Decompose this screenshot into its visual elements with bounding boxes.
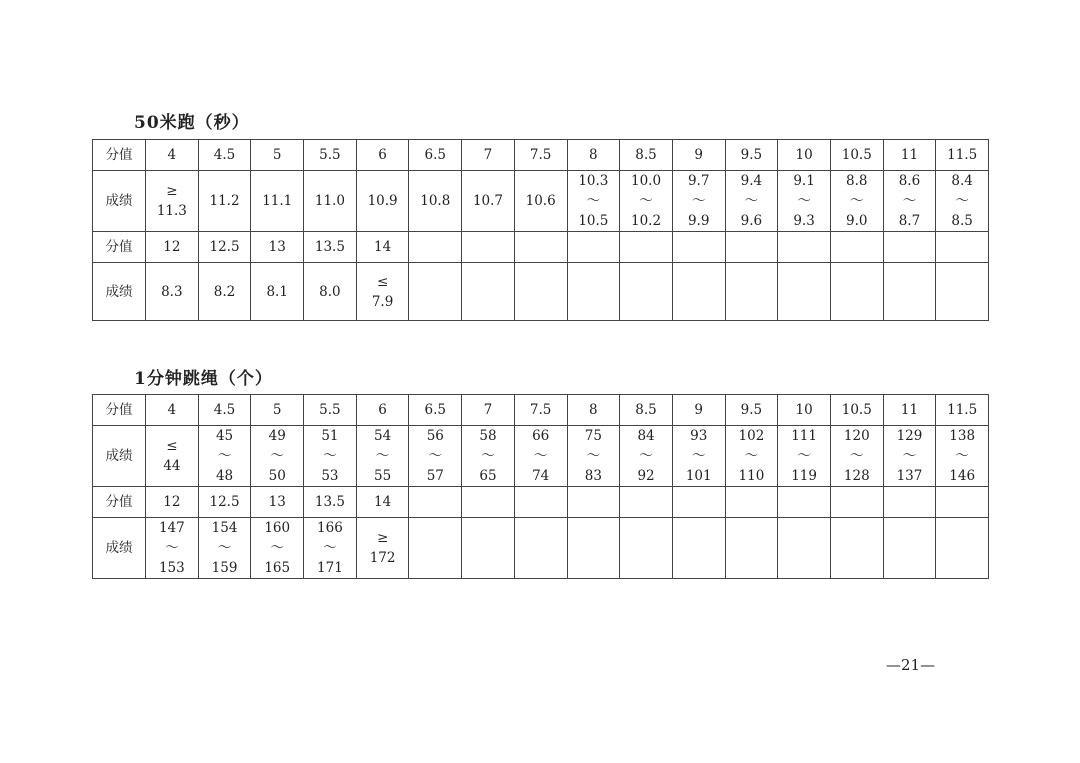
- table-cell: [356, 232, 409, 263]
- cell-line: ～: [586, 448, 601, 464]
- table-cell: [462, 263, 515, 321]
- table-cell: [672, 487, 725, 518]
- cell-line: 119: [791, 468, 817, 484]
- table-cell: [725, 263, 778, 321]
- cell-line: 74: [532, 468, 550, 484]
- cell-line: 13: [268, 239, 286, 255]
- score-table-jump-rope: [92, 394, 989, 579]
- cell-line: 44: [163, 458, 181, 474]
- cell-line: 11: [900, 147, 919, 163]
- cell-line: 9.4: [740, 173, 763, 189]
- table-cell: [620, 395, 673, 426]
- table-cell: [936, 263, 989, 321]
- row-label: 成绩: [93, 426, 146, 487]
- table-cell: [567, 395, 620, 426]
- table-cell: [146, 426, 199, 487]
- cell-line: 8.5: [951, 213, 973, 229]
- cell-line: 101: [685, 468, 712, 484]
- cell-line: 57: [426, 468, 444, 484]
- table-row: [93, 426, 989, 487]
- cell-line: 11.5: [947, 402, 978, 418]
- row-label: 成绩: [93, 263, 146, 321]
- table-cell: [251, 232, 304, 263]
- table-cell: [198, 487, 251, 518]
- table-cell: [251, 518, 304, 579]
- table-row: [93, 518, 989, 579]
- cell-line: 8.4: [951, 173, 973, 189]
- table-cell: [409, 232, 462, 263]
- table-cell: [672, 518, 725, 579]
- table-cell: [725, 171, 778, 232]
- cell-line: 10: [795, 147, 813, 163]
- cell-line: 48: [215, 468, 234, 484]
- cell-line: ≥: [166, 183, 178, 199]
- cell-line: 9: [694, 147, 704, 163]
- table-cell: [567, 232, 620, 263]
- cell-line: 9.5: [740, 402, 763, 418]
- table-cell: [567, 171, 620, 232]
- cell-line: 10.0: [631, 173, 662, 189]
- cell-line: 5: [272, 402, 282, 418]
- cell-line: 8.0: [319, 283, 341, 300]
- cell-line: 6.5: [424, 147, 447, 163]
- table-cell: [198, 426, 251, 487]
- table-cell: [725, 232, 778, 263]
- table-cell: [883, 171, 936, 232]
- table-cell: [356, 171, 409, 232]
- table-cell: [146, 171, 199, 232]
- cell-line: 10.5: [578, 213, 609, 229]
- cell-line: 6: [378, 402, 387, 418]
- table-cell: [462, 426, 515, 487]
- table-cell: [830, 171, 883, 232]
- cell-line: 6.5: [424, 402, 447, 418]
- table-cell: [883, 426, 936, 487]
- cell-line: 9.5: [740, 147, 763, 163]
- cell-line: ～: [850, 448, 864, 464]
- table-cell: [778, 426, 831, 487]
- row-label: 成绩: [93, 171, 146, 232]
- cell-line: 128: [843, 468, 870, 484]
- table-cell: [936, 171, 989, 232]
- table-cell: [304, 263, 357, 321]
- cell-line: ～: [955, 448, 969, 464]
- table-cell: [620, 263, 673, 321]
- cell-line: ～: [323, 448, 337, 464]
- cell-line: 9: [694, 402, 704, 418]
- table-cell: [251, 395, 304, 426]
- table-cell: [725, 426, 778, 487]
- row-label: 成绩: [93, 518, 146, 579]
- cell-line: ～: [481, 448, 495, 464]
- cell-line: 146: [949, 468, 976, 484]
- cell-line: ～: [270, 448, 284, 464]
- table-cell: [251, 426, 304, 487]
- table-cell: [146, 395, 199, 426]
- cell-line: 93: [690, 428, 708, 444]
- cell-line: 10.9: [367, 193, 398, 209]
- table-cell: [567, 487, 620, 518]
- cell-line: 166: [317, 520, 343, 536]
- cell-line: 8: [589, 402, 598, 418]
- cell-line: 172: [369, 550, 396, 566]
- table-cell: [304, 518, 357, 579]
- cell-line: ≥: [376, 530, 389, 546]
- table-cell: [830, 232, 883, 263]
- cell-line: 8.6: [898, 173, 921, 189]
- table-cell: [514, 232, 567, 263]
- table-cell: [251, 487, 304, 518]
- cell-line: 171: [317, 560, 343, 576]
- cell-line: 7.9: [371, 293, 394, 310]
- cell-line: 49: [268, 428, 286, 444]
- table-cell: [304, 426, 357, 487]
- cell-line: ～: [270, 540, 284, 556]
- cell-line: 8.7: [898, 213, 921, 229]
- cell-line: ≤: [376, 273, 389, 290]
- cell-line: 10.3: [578, 173, 609, 189]
- cell-line: ～: [639, 448, 653, 464]
- table-cell: [936, 518, 989, 579]
- cell-line: ～: [797, 193, 811, 209]
- row-label: 分值: [93, 487, 146, 518]
- cell-line: 12: [163, 494, 181, 510]
- cell-line: 10.7: [472, 193, 503, 209]
- cell-line: 7.5: [529, 147, 552, 163]
- table-row: [93, 263, 989, 321]
- table-cell: [830, 140, 883, 171]
- table-cell: [198, 263, 251, 321]
- table-row: [93, 395, 989, 426]
- table-cell: [567, 263, 620, 321]
- page-number: —21—: [886, 656, 936, 674]
- cell-line: 10.5: [841, 402, 872, 418]
- table-cell: [146, 263, 199, 321]
- table-cell: [409, 171, 462, 232]
- cell-line: 13.5: [314, 239, 345, 255]
- cell-line: 160: [264, 520, 291, 536]
- cell-line: 120: [843, 428, 870, 444]
- cell-line: 10: [795, 402, 813, 418]
- cell-line: 5.5: [319, 402, 341, 418]
- table-cell: [936, 426, 989, 487]
- table-cell: [409, 140, 462, 171]
- cell-line: 4: [167, 402, 177, 418]
- table-cell: [409, 487, 462, 518]
- cell-line: ～: [323, 540, 337, 556]
- cell-line: 8.1: [266, 283, 288, 300]
- table-cell: [725, 395, 778, 426]
- table-cell: [304, 487, 357, 518]
- table-row: [93, 140, 989, 171]
- table-cell: [620, 140, 673, 171]
- section-title-50m-run: 50米跑（秒）: [134, 113, 250, 133]
- cell-line: 54: [374, 428, 392, 444]
- table-cell: [830, 518, 883, 579]
- cell-line: 56: [426, 428, 444, 444]
- cell-line: 9.3: [793, 213, 815, 229]
- cell-line: 5: [272, 147, 282, 163]
- cell-line: 8.3: [161, 283, 183, 300]
- table-cell: [409, 395, 462, 426]
- table-cell: [778, 232, 831, 263]
- cell-line: 58: [479, 428, 497, 444]
- cell-line: 8.2: [213, 283, 236, 300]
- table-cell: [514, 426, 567, 487]
- table-cell: [304, 395, 357, 426]
- table-cell: [514, 518, 567, 579]
- table-row: [93, 232, 989, 263]
- table-cell: [304, 232, 357, 263]
- table-cell: [514, 171, 567, 232]
- cell-line: 11: [900, 402, 919, 418]
- table-cell: [778, 263, 831, 321]
- cell-line: 51: [321, 428, 339, 444]
- table-cell: [830, 263, 883, 321]
- table-cell: [620, 171, 673, 232]
- table-cell: [146, 140, 199, 171]
- table-cell: [725, 140, 778, 171]
- table-cell: [356, 395, 409, 426]
- table-cell: [672, 232, 725, 263]
- cell-line: ～: [217, 540, 232, 556]
- table-cell: [883, 140, 936, 171]
- table-cell: [620, 487, 673, 518]
- table-cell: [778, 395, 831, 426]
- cell-line: 9.9: [687, 213, 710, 229]
- cell-line: 137: [896, 468, 923, 484]
- table-cell: [462, 140, 515, 171]
- table-cell: [304, 171, 357, 232]
- cell-line: 9.0: [846, 213, 868, 229]
- table-cell: [356, 426, 409, 487]
- table-cell: [251, 263, 304, 321]
- table-cell: [409, 263, 462, 321]
- row-label: 分值: [93, 395, 146, 426]
- table-cell: [462, 232, 515, 263]
- table-cell: [830, 487, 883, 518]
- table-cell: [146, 518, 199, 579]
- cell-line: ≤: [166, 438, 178, 454]
- cell-line: 55: [374, 468, 392, 484]
- cell-line: 111: [791, 428, 817, 444]
- cell-line: ～: [375, 448, 390, 464]
- cell-line: 11.3: [156, 203, 187, 219]
- table-cell: [725, 518, 778, 579]
- cell-line: 9.6: [740, 213, 763, 229]
- cell-line: 53: [321, 468, 339, 484]
- table-cell: [514, 140, 567, 171]
- cell-line: 110: [738, 468, 765, 484]
- table-cell: [198, 395, 251, 426]
- table-cell: [356, 518, 409, 579]
- table-cell: [936, 232, 989, 263]
- cell-line: ～: [217, 448, 232, 464]
- cell-line: 10.2: [631, 213, 662, 229]
- table-cell: [198, 171, 251, 232]
- cell-line: ～: [850, 193, 864, 209]
- table-cell: [672, 140, 725, 171]
- cell-line: ～: [744, 193, 759, 209]
- row-label: 分值: [93, 232, 146, 263]
- table-cell: [356, 140, 409, 171]
- table-cell: [409, 518, 462, 579]
- table-cell: [146, 232, 199, 263]
- table-cell: [620, 232, 673, 263]
- cell-line: 13.5: [314, 494, 345, 510]
- table-cell: [672, 263, 725, 321]
- table-cell: [620, 426, 673, 487]
- table-cell: [251, 140, 304, 171]
- cell-line: 45: [215, 428, 234, 444]
- cell-line: 75: [584, 428, 602, 444]
- cell-line: 65: [479, 468, 497, 484]
- cell-line: 6: [378, 147, 387, 163]
- cell-line: 10.6: [525, 193, 556, 209]
- score-table-50m-run: [92, 139, 989, 321]
- cell-line: ～: [165, 540, 179, 556]
- cell-line: 147: [158, 520, 185, 536]
- table-cell: [883, 487, 936, 518]
- cell-line: 9.1: [793, 173, 815, 189]
- cell-line: 12.5: [209, 239, 240, 255]
- cell-line: 8.5: [635, 402, 657, 418]
- cell-line: 92: [637, 468, 655, 484]
- cell-line: 154: [211, 520, 238, 536]
- table-cell: [462, 487, 515, 518]
- cell-line: 10.5: [841, 147, 872, 163]
- table-cell: [146, 487, 199, 518]
- table-cell: [883, 263, 936, 321]
- table-cell: [514, 263, 567, 321]
- table-cell: [567, 518, 620, 579]
- cell-line: 83: [584, 468, 602, 484]
- cell-line: 129: [896, 428, 923, 444]
- cell-line: 7: [483, 147, 493, 163]
- table-cell: [778, 140, 831, 171]
- table-cell: [883, 395, 936, 426]
- cell-line: ～: [639, 193, 653, 209]
- cell-line: 12: [163, 239, 181, 255]
- table-cell: [462, 395, 515, 426]
- table-cell: [936, 140, 989, 171]
- table-cell: [198, 140, 251, 171]
- cell-line: 8: [589, 147, 598, 163]
- table-cell: [830, 426, 883, 487]
- cell-line: 138: [949, 428, 976, 444]
- table-cell: [778, 518, 831, 579]
- cell-line: 4.5: [213, 147, 236, 163]
- cell-line: 102: [738, 428, 765, 444]
- cell-line: 11.1: [262, 193, 293, 209]
- table-cell: [567, 426, 620, 487]
- table-row: [93, 171, 989, 232]
- cell-line: ～: [902, 448, 917, 464]
- cell-line: 13: [268, 494, 286, 510]
- cell-line: 11.5: [947, 147, 978, 163]
- table-cell: [883, 518, 936, 579]
- table-cell: [567, 140, 620, 171]
- cell-line: 8.5: [635, 147, 657, 163]
- table-cell: [462, 171, 515, 232]
- table-cell: [251, 171, 304, 232]
- cell-line: ～: [797, 448, 811, 464]
- cell-line: 50: [268, 468, 286, 484]
- table-cell: [409, 426, 462, 487]
- table-cell: [304, 140, 357, 171]
- cell-line: 9.7: [687, 173, 710, 189]
- cell-line: 84: [637, 428, 655, 444]
- table-row: [93, 487, 989, 518]
- cell-line: ～: [744, 448, 759, 464]
- cell-line: 159: [211, 560, 238, 576]
- cell-line: 4.5: [213, 402, 236, 418]
- row-label: 分值: [93, 140, 146, 171]
- cell-line: 11.2: [209, 193, 240, 209]
- table-cell: [725, 487, 778, 518]
- cell-line: 4: [167, 147, 177, 163]
- cell-line: 66: [532, 428, 550, 444]
- cell-line: 10.8: [420, 193, 451, 209]
- table-cell: [830, 395, 883, 426]
- table-cell: [672, 395, 725, 426]
- cell-line: ～: [586, 193, 601, 209]
- cell-line: 7.5: [529, 402, 552, 418]
- table-cell: [672, 171, 725, 232]
- table-cell: [198, 518, 251, 579]
- cell-line: 165: [264, 560, 291, 576]
- cell-line: 8.8: [846, 173, 868, 189]
- table-cell: [198, 232, 251, 263]
- table-cell: [883, 232, 936, 263]
- cell-line: 153: [158, 560, 185, 576]
- table-cell: [514, 395, 567, 426]
- cell-line: ～: [902, 193, 917, 209]
- cell-line: ～: [533, 448, 548, 464]
- table-cell: [936, 395, 989, 426]
- table-cell: [778, 171, 831, 232]
- cell-line: ～: [691, 448, 706, 464]
- table-cell: [936, 487, 989, 518]
- cell-line: 14: [374, 494, 392, 510]
- table-cell: [778, 487, 831, 518]
- cell-line: 14: [374, 239, 392, 255]
- table-cell: [672, 426, 725, 487]
- cell-line: 12.5: [209, 494, 240, 510]
- cell-line: ～: [691, 193, 706, 209]
- cell-line: 5.5: [319, 147, 341, 163]
- table-cell: [514, 487, 567, 518]
- table-cell: [356, 487, 409, 518]
- cell-line: ～: [428, 448, 443, 464]
- cell-line: 7: [483, 402, 493, 418]
- table-cell: [462, 518, 515, 579]
- table-cell: [620, 518, 673, 579]
- cell-line: 11.0: [314, 193, 345, 209]
- cell-line: ～: [955, 193, 969, 209]
- section-title-jump-rope: 1分钟跳绳（个）: [134, 369, 273, 389]
- table-cell: [356, 263, 409, 321]
